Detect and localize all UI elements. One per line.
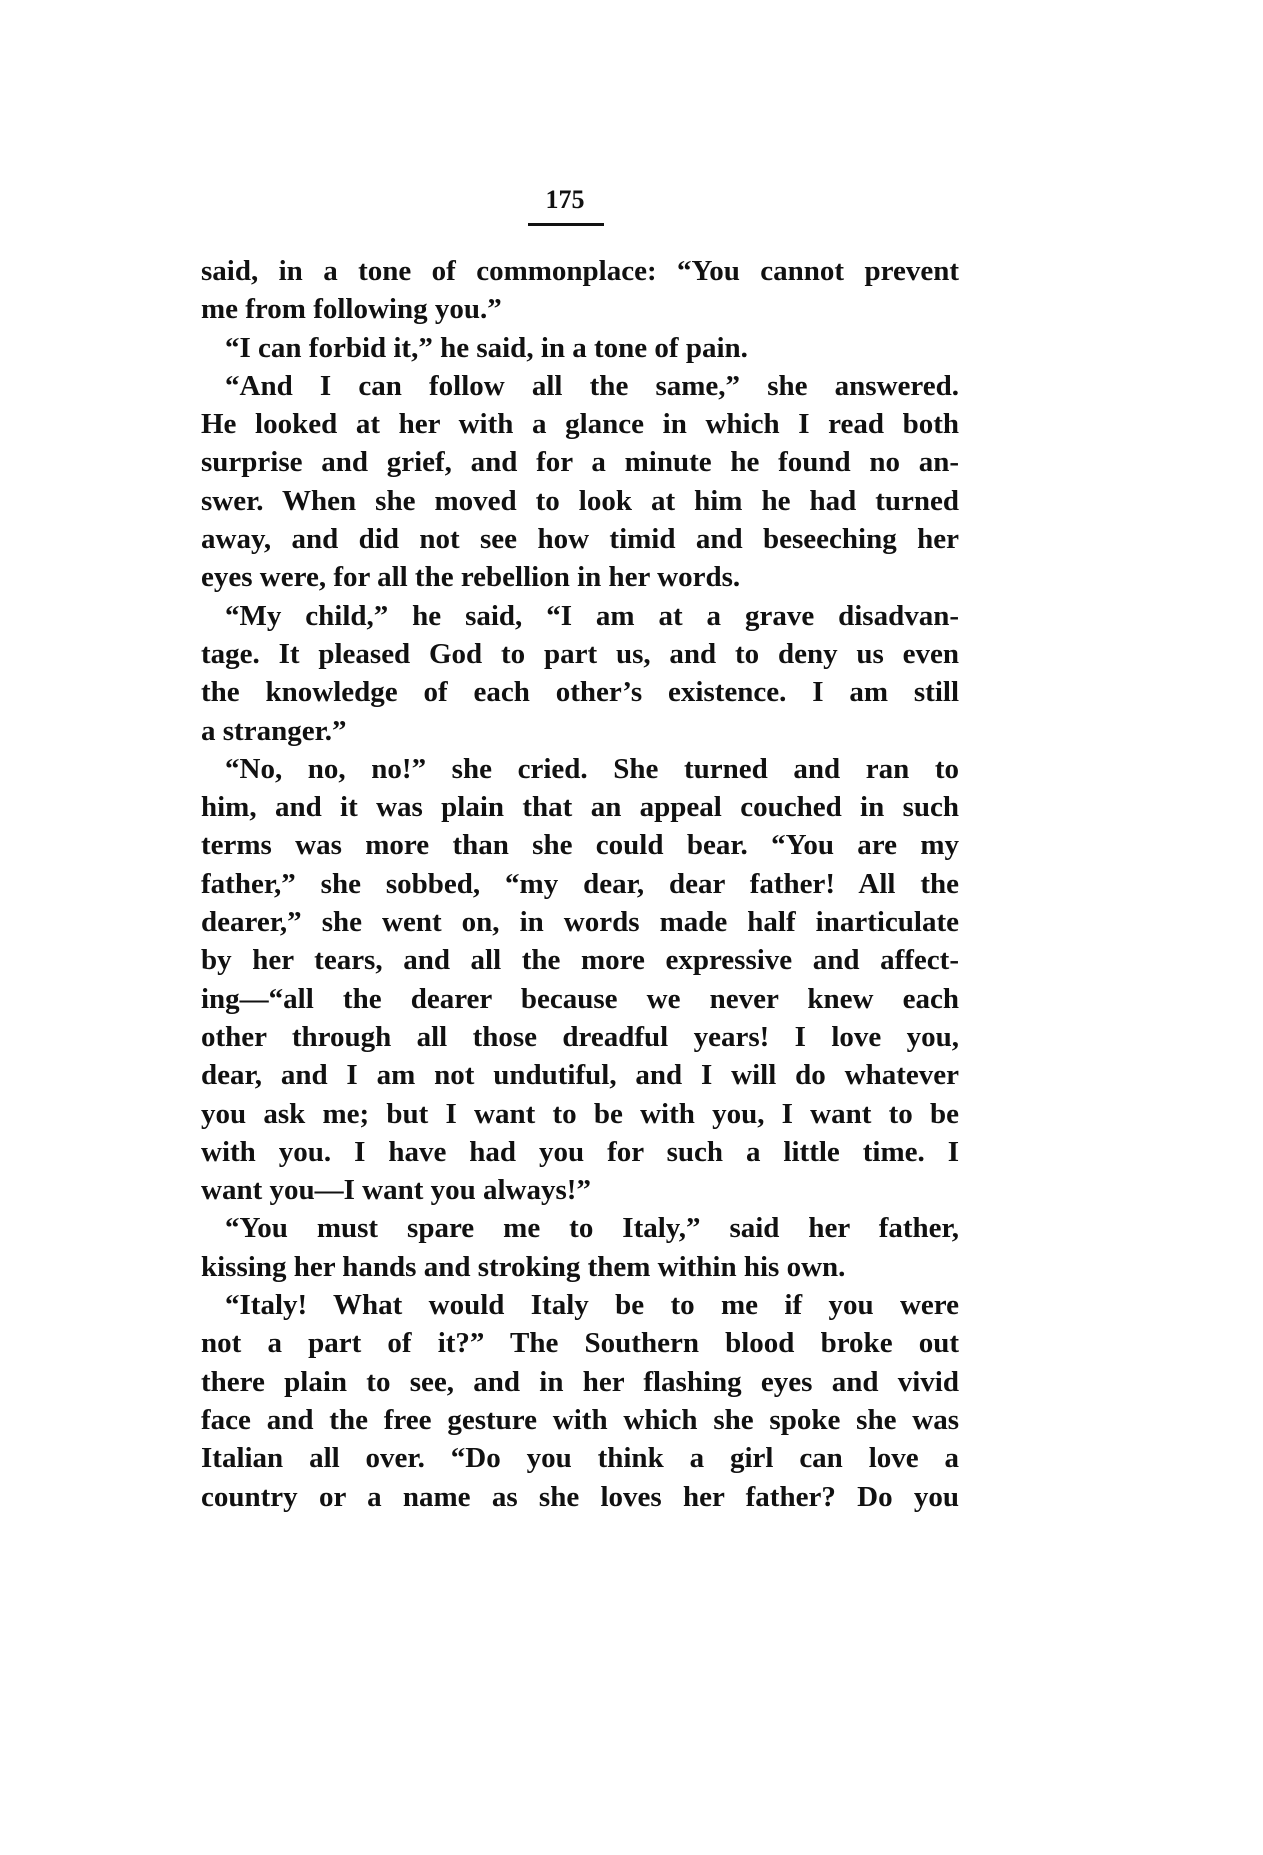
text-line: ing—“all the dearer because we never knew each [201, 982, 959, 1015]
text-line: said, in a tone of commonplace: “You cannot prevent [201, 255, 959, 287]
text-line: He looked at her with a glance in which I read both [201, 408, 959, 441]
text-line: with you. I have had you for such a little time. I [201, 1135, 959, 1168]
text-line: face and the free gesture with which she spoke she was [201, 1403, 959, 1436]
text-line: country or a name as she loves her father? Do you [201, 1480, 959, 1513]
text-line: “And I can follow all the same,” she answered. [225, 369, 959, 402]
text-line: dearer,” she went on, in words made half inarticulate [201, 906, 959, 939]
text-line: “My child,” he said, “I am at a grave disadvan- [225, 599, 959, 632]
text-line: “No, no, no!” she cried. She turned and ran to [225, 752, 959, 785]
text-line: the knowledge of each other’s existence. I am still [201, 676, 959, 709]
text-line: other through all those dreadful years! I love you, [201, 1020, 959, 1053]
text-line: not a part of it?” The Southern blood broke out [201, 1327, 959, 1360]
text-line: eyes were, for all the rebellion in her words. [201, 561, 741, 594]
text-line: swer. When she moved to look at him he had turned [201, 484, 959, 517]
text-line: “I can forbid it,” he said, in a tone of pain. [225, 331, 748, 364]
text-line: “Italy! What would Italy be to me if you were [225, 1289, 959, 1322]
text-line: tage. It pleased God to part us, and to deny us even [201, 637, 959, 670]
page-number: 175 [545, 185, 585, 214]
text-line: you ask me; but I want to be with you, I want to be [201, 1097, 959, 1130]
text-line: surprise and grief, and for a minute he found no an- [201, 446, 959, 479]
text-line: me from following you.” [201, 293, 502, 326]
text-line: “You must spare me to Italy,” said her father, [225, 1212, 959, 1245]
text-line: by her tears, and all the more expressive and affect- [201, 944, 959, 977]
body-text [201, 252, 959, 1516]
text-line: a stranger.” [201, 714, 347, 747]
text-line: kissing her hands and stroking them within his own. [201, 1250, 846, 1283]
text-line: father,” she sobbed, “my dear, dear father! All the [201, 867, 959, 900]
text-line: terms was more than she could bear. “You are my [201, 829, 959, 862]
text-line: dear, and I am not undutiful, and I will do whatever [201, 1059, 959, 1092]
text-line: Italian all over. “Do you think a girl can love a [201, 1442, 959, 1475]
text-line: want you—I want you always!” [201, 1174, 591, 1207]
text-line: him, and it was plain that an appeal couched in such [201, 791, 959, 824]
header-rule [528, 223, 604, 226]
text-line: away, and did not see how timid and beseeching her [201, 523, 959, 556]
text-line: there plain to see, and in her flashing eyes and vivid [201, 1365, 959, 1398]
